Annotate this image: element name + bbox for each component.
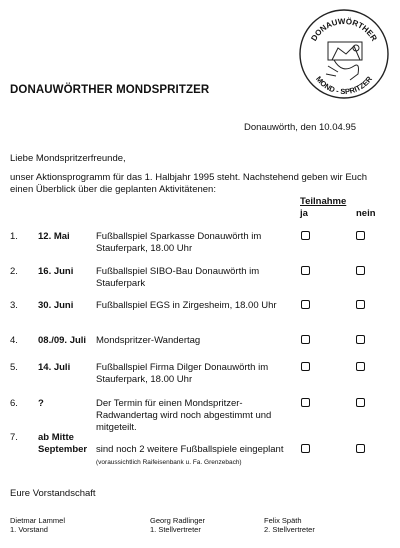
event-description: Der Termin für einen Mondspritzer-Radwandertag wird noch abgestimmt und mitgeteilt. <box>96 398 272 433</box>
closing-line: Eure Vorstandschaft <box>10 488 96 499</box>
logo-text-bottom: MOND - SPRITZER <box>314 74 374 97</box>
signature-block <box>150 516 205 534</box>
signatory-role: 2. Stellvertreter <box>264 525 315 534</box>
event-3-no-checkbox[interactable] <box>356 300 365 309</box>
signatory-role: 1. Stellvertreter <box>150 525 201 534</box>
event-number: 6. <box>10 398 18 409</box>
event-4-yes-checkbox[interactable] <box>301 335 310 344</box>
signatory-role: 1. Vorstand <box>10 525 48 534</box>
svg-text:DONAUWÖRTHER <box>309 17 378 43</box>
event-number: 4. <box>10 335 18 346</box>
event-date: 14. Juli <box>38 362 71 373</box>
event-description: Fußballspiel Firma Dilger Donauwörth im Stauferpark, 18.00 Uhr <box>96 362 269 385</box>
event-5-yes-checkbox[interactable] <box>301 362 310 371</box>
event-number: 1. <box>10 231 18 242</box>
event-2-yes-checkbox[interactable] <box>301 266 310 275</box>
event-date: 16. Juni <box>38 266 74 277</box>
event-6-no-checkbox[interactable] <box>356 398 365 407</box>
event-5-no-checkbox[interactable] <box>356 362 365 371</box>
event-description: Fußballspiel SIBO-Bau Donauwörth im Stauferpark <box>96 266 260 289</box>
event-number: 7. <box>10 432 18 443</box>
event-1-no-checkbox[interactable] <box>356 231 365 240</box>
signature-block <box>264 516 315 534</box>
letter-title: DONAUWÖRTHER MONDSPRITZER <box>10 84 210 96</box>
event-4-no-checkbox[interactable] <box>356 335 365 344</box>
participation-header: Teilnahme <box>300 196 347 207</box>
logo-emblem <box>326 42 362 80</box>
greeting: Liebe Mondspritzerfreunde, <box>10 153 126 164</box>
event-1-yes-checkbox[interactable] <box>301 231 310 240</box>
participation-no-label: nein <box>356 208 376 219</box>
signatory-name: Dietmar Lammel <box>10 516 66 525</box>
event-description: Mondspritzer-Wandertag <box>96 335 201 346</box>
event-date: 08./09. Juli <box>38 335 87 346</box>
event-number: 5. <box>10 362 18 373</box>
event-date: ab Mitte September <box>38 432 88 455</box>
event-6-yes-checkbox[interactable] <box>301 398 310 407</box>
event-description-text: sind noch 2 weitere Fußballspiele eingeplant <box>96 444 284 455</box>
event-date: 30. Juni <box>38 300 74 311</box>
event-description: Fußballspiel Sparkasse Donauwörth im Stauferpark, 18.00 Uhr <box>96 231 262 254</box>
place-and-date: Donauwörth, den 10.04.95 <box>244 122 356 133</box>
event-date: 12. Mai <box>38 231 70 242</box>
event-description: Fußballspiel EGS in Zirgesheim, 18.00 Uhr <box>96 300 277 311</box>
intro-paragraph: unser Aktionsprogramm für das 1. Halbjahr 1995 steht. Nachstehend geben wir Euch einen Überblick über die geplanten Aktivitätenen: <box>10 172 367 195</box>
event-3-yes-checkbox[interactable] <box>301 300 310 309</box>
event-description <box>96 444 301 469</box>
event-7-yes-checkbox[interactable] <box>301 444 310 453</box>
logo-text-top: DONAUWÖRTHER <box>309 16 379 43</box>
club-logo-seal <box>298 8 390 100</box>
event-2-no-checkbox[interactable] <box>356 266 365 275</box>
event-number: 3. <box>10 300 18 311</box>
event-note: (voraussichtlich Raifeisenbank u. Fa. Grenzebach) <box>96 459 242 466</box>
signatory-name: Georg Radlinger <box>150 516 206 525</box>
event-7-no-checkbox[interactable] <box>356 444 365 453</box>
event-number: 2. <box>10 266 18 277</box>
signatory-name: Felix Späth <box>264 516 302 525</box>
participation-yes-label: ja <box>300 208 308 219</box>
event-date: ? <box>38 398 44 409</box>
signature-block <box>10 516 65 534</box>
